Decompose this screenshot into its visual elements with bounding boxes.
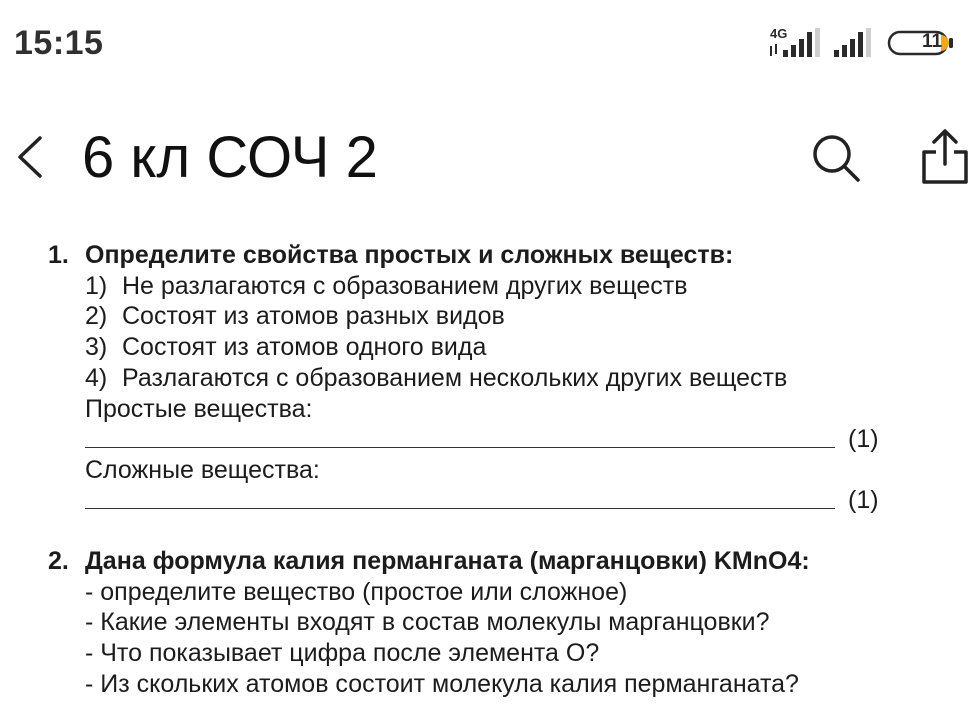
option-text: Не разлагаются с образованием других веществ (122, 272, 688, 300)
page-title: 6 кл СОЧ 2 (82, 125, 378, 190)
answer-blank-complex (85, 486, 835, 509)
simple-substances-label: Простые вещества: (85, 395, 313, 423)
points-label: (1) (848, 486, 879, 514)
network-label: 4G (770, 26, 788, 41)
question-2-item: - Что показывает цифра после элемента О? (85, 639, 600, 667)
question-2-item: - определите вещество (простое или сложное) (85, 578, 628, 606)
question-2-item: - Из скольких атомов состоит молекула калия перманганата? (85, 670, 799, 698)
question-1-number: 1. (48, 241, 69, 269)
option-text: Состоят из атомов разных видов (122, 302, 505, 330)
option-number: 4) (85, 364, 108, 392)
question-2-title: Дана формула калия перманганата (марганцовки) KMnO4: (85, 547, 810, 575)
option-text: Разлагаются с образованием нескольких других веществ (122, 364, 788, 392)
option-number: 2) (85, 302, 108, 330)
question-1-title: Определите свойства простых и сложных веществ: (85, 241, 734, 269)
status-time: 15:15 (14, 24, 104, 62)
complex-substances-label: Сложные вещества: (85, 456, 320, 484)
option-number: 3) (85, 333, 108, 361)
question-2-number: 2. (48, 547, 69, 575)
answer-blank-simple (85, 425, 835, 448)
question-2-item: - Какие элементы входят в состав молекулы марганцовки? (85, 608, 770, 636)
option-text: Состоят из атомов одного вида (122, 333, 487, 361)
battery-level: 11 (922, 31, 943, 52)
option-number: 1) (85, 272, 108, 300)
points-label: (1) (848, 425, 879, 453)
